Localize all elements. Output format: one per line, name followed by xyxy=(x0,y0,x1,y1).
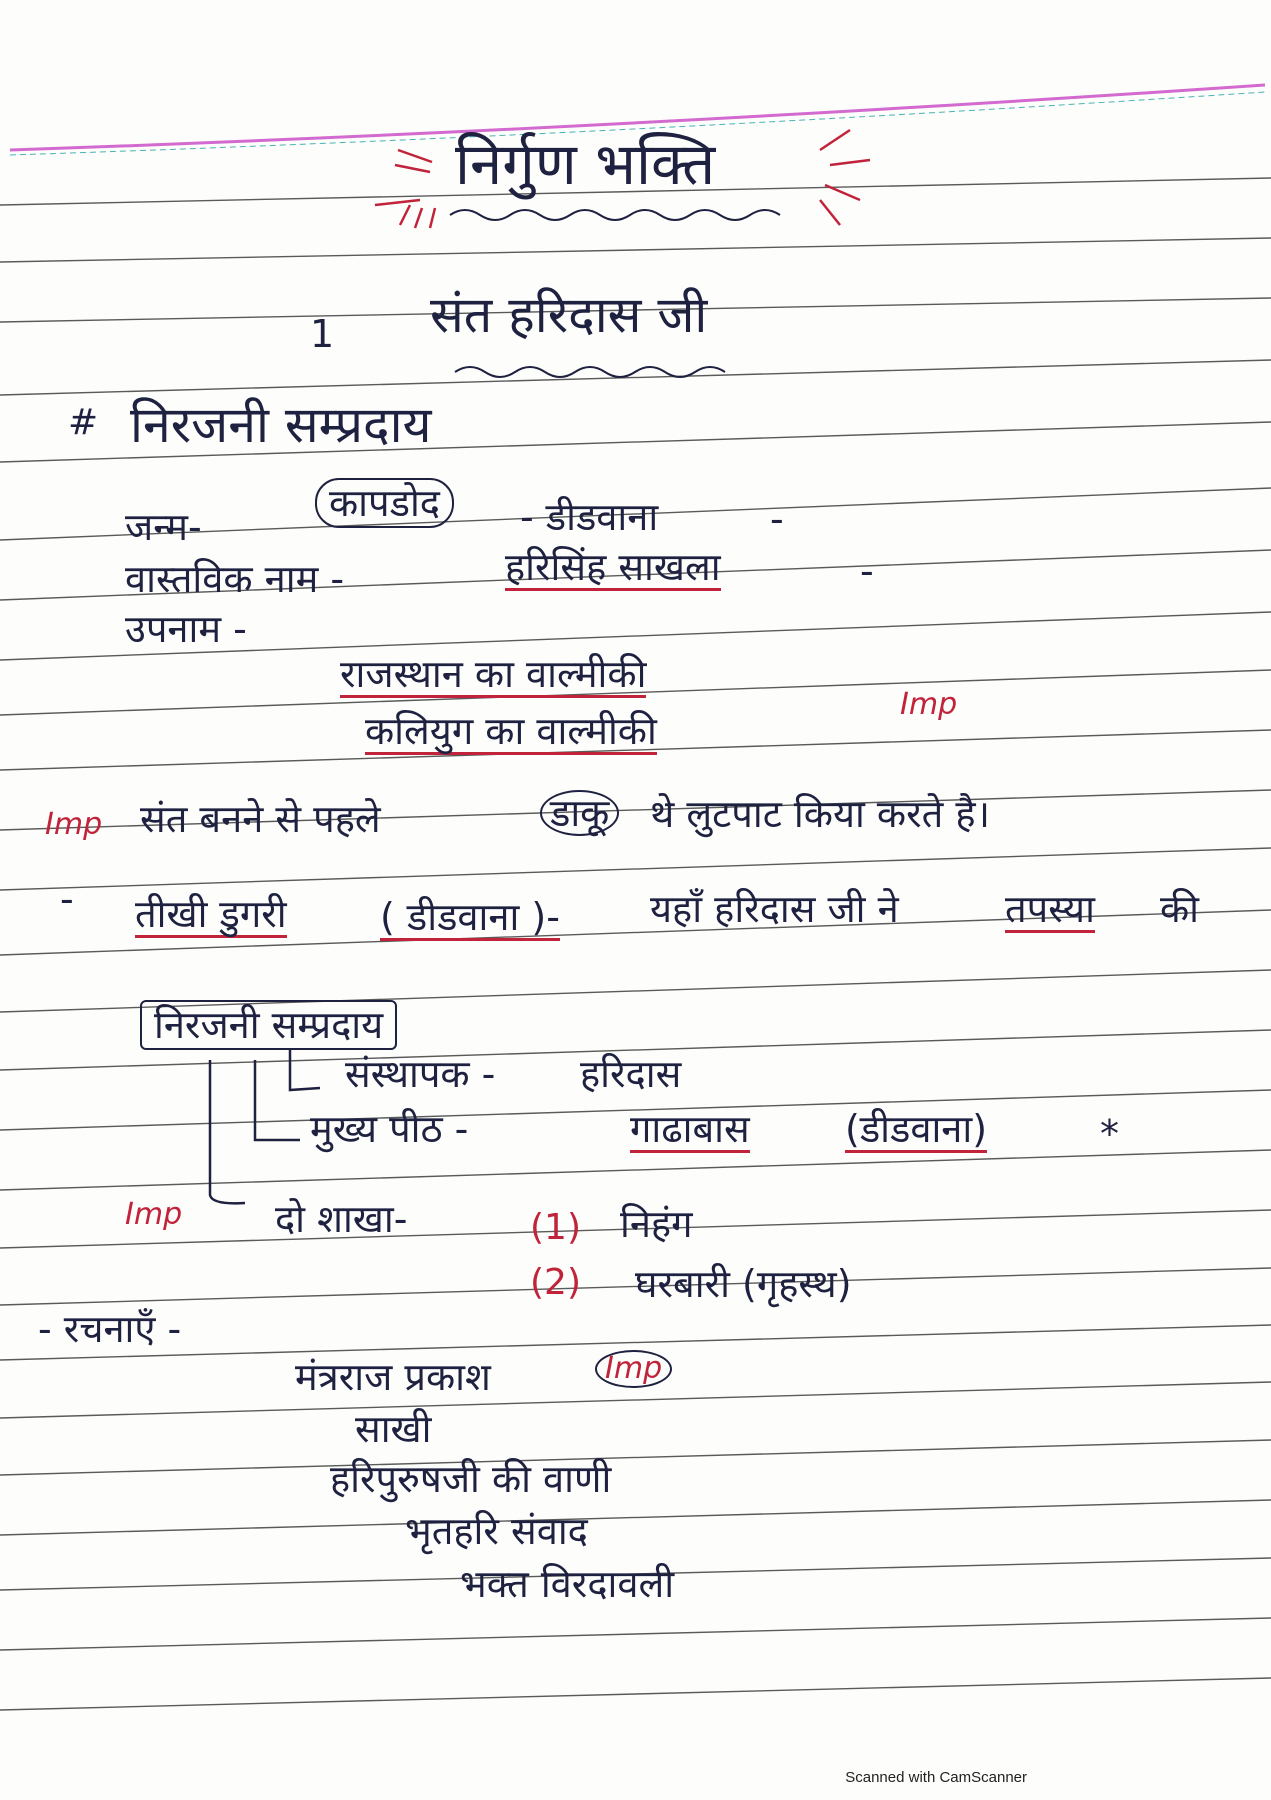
tapasya-rest: यहाँ हरिदास जी ने xyxy=(650,887,899,931)
bandit-imp-mark: Imp xyxy=(45,807,103,842)
tapasya-place: तीखी डुगरी xyxy=(135,892,287,936)
birth-place-boxed: कापडोद xyxy=(315,478,454,528)
scanner-watermark: Scanned with CamScanner xyxy=(845,1769,1027,1786)
birth-tail: - xyxy=(770,497,784,541)
work-item-4: भृतहरि संवाद xyxy=(405,1509,588,1553)
nickname-item-1: राजस्थान का वाल्मीकी xyxy=(340,652,647,696)
founder-value: हरिदास xyxy=(580,1052,682,1096)
subtitle: संत हरिदास जी xyxy=(430,286,708,344)
branch-1-num: (1) xyxy=(530,1207,581,1248)
works-imp-mark: Imp xyxy=(595,1350,672,1388)
work-item-3: हरिपुरुषजी की वाणी xyxy=(330,1457,612,1501)
sect-box-title: निरजनी सम्प्रदाय xyxy=(140,1000,397,1050)
bandit-line-after: थे लुटपाट किया करते है। xyxy=(650,792,990,836)
real-name-value: हरिसिंह साखला xyxy=(505,545,721,589)
branch-1-text: निहंग xyxy=(620,1202,693,1246)
sect-heading-mark: # xyxy=(68,402,99,443)
real-name-label: वास्तविक नाम - xyxy=(125,557,345,601)
subtitle-number: 1 xyxy=(310,312,335,356)
seat-label: मुख्य पीठ - xyxy=(310,1107,469,1151)
bandit-line-before: संत बनने से पहले xyxy=(140,797,381,841)
tapasya-dash: - xyxy=(60,877,74,921)
branch-2-text: घरबारी (गृहस्थ) xyxy=(635,1262,852,1306)
tapasya-paren: ( डीडवाना )- xyxy=(380,895,560,939)
nickname-imp-mark: Imp xyxy=(900,687,958,722)
birth-place: - डीडवाना xyxy=(520,495,659,539)
work-item-5: भक्त विरदावली xyxy=(460,1562,675,1606)
branch-2-num: (2) xyxy=(530,1262,581,1303)
bandit-circled-word: डाकू xyxy=(540,790,619,836)
tapasya-end: की xyxy=(1160,887,1200,931)
real-name-tail: - xyxy=(860,549,874,593)
birth-label: जन्म- xyxy=(125,505,202,549)
branches-label: दो शाखा- xyxy=(275,1197,408,1241)
works-label: - रचनाएँ - xyxy=(38,1307,182,1351)
tapasya-underlined: तपस्या xyxy=(1005,887,1095,931)
sect-heading: निरजनी सम्प्रदाय xyxy=(130,396,432,454)
seat-paren: (डीडवाना) xyxy=(845,1107,988,1151)
seat-mark: * xyxy=(1100,1112,1119,1156)
nickname-label: उपनाम - xyxy=(125,607,247,651)
page-title: निर्गुण भक्ति xyxy=(455,130,716,198)
work-item-1: मंत्रराज प्रकाश xyxy=(295,1355,491,1399)
work-item-2: साखी xyxy=(355,1407,432,1451)
founder-label: संस्थापक - xyxy=(345,1052,496,1096)
nickname-item-2: कलियुग का वाल्मीकी xyxy=(365,709,657,753)
seat-value: गाढाबास xyxy=(630,1107,750,1151)
branches-imp-mark: Imp xyxy=(125,1197,183,1232)
